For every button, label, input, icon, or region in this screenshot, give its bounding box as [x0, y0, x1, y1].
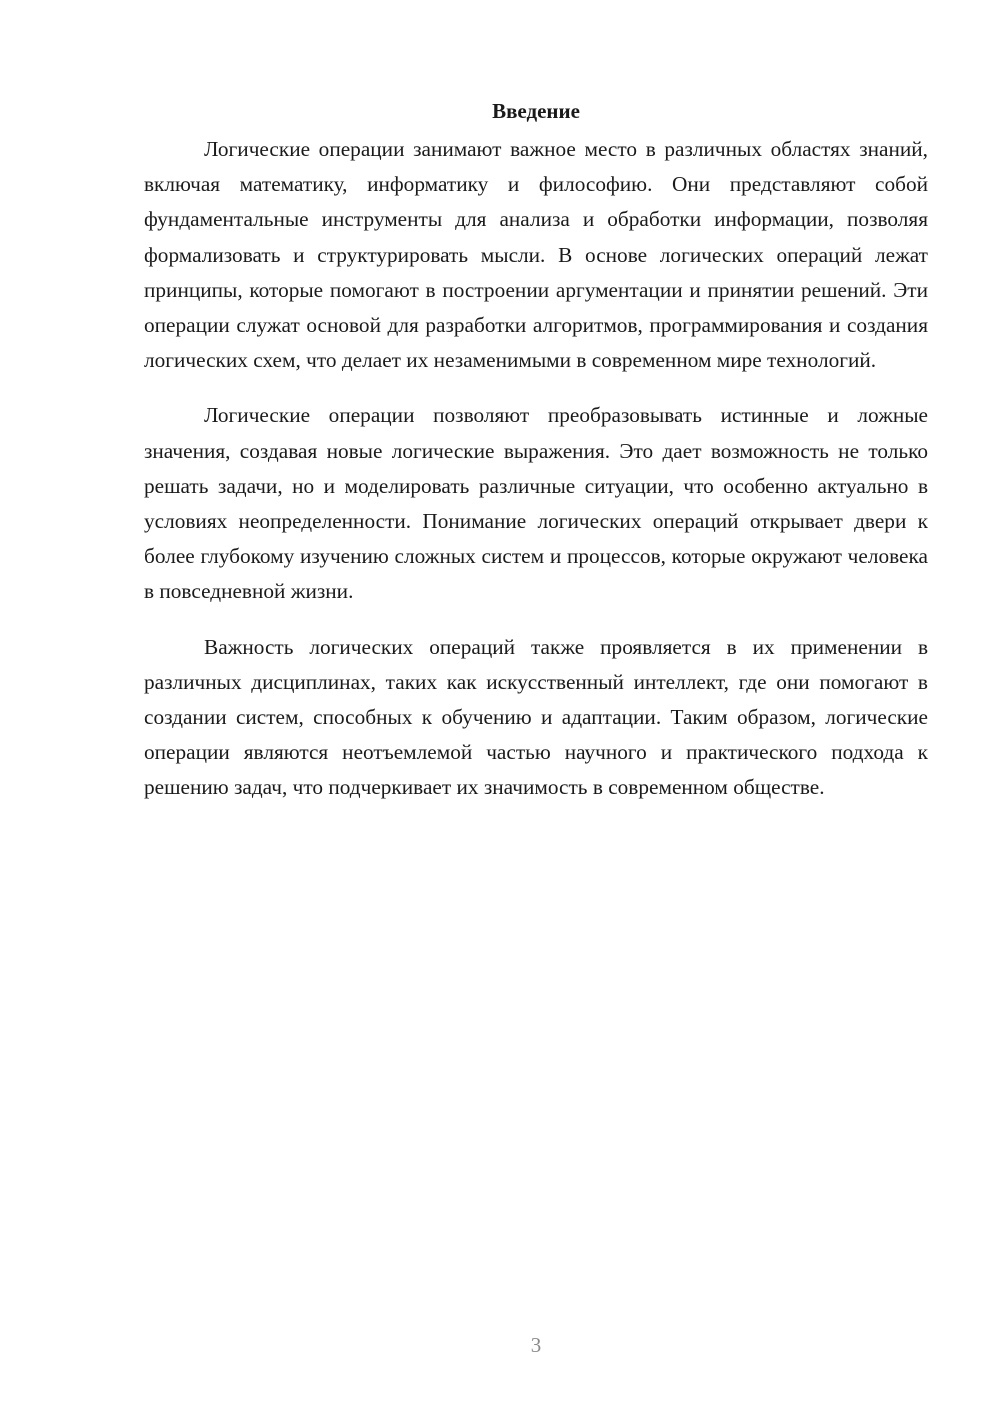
section-heading: Введение [492, 99, 580, 123]
paragraph-3: Важность логических операций также проявляется в их применении в различных дисциплинах, таких как искусственный интеллект, где они помогают в создании систем, способных к обучению и адаптации. Таким образом, логические операции являются неотъемлемой частью научного и практического подхода к решению задач, что подчеркивает их значимость в современном обществе. [144, 634, 928, 800]
paragraph-1: Логические операции занимают важное место в различных областях знаний, включая математику, информатику и философию. Они представляют собой фундаментальные инструменты для анализа и обработки информации, позволяя формализовать и структурировать мысли. В основе логических операций лежат принципы, которые помогают в построении аргументации и принятии решений. Эти операции служат основой для разработки алгоритмов, программирования и создания логических схем, что делает их незаменимыми в современном мире технологий. [144, 137, 928, 373]
paragraph-2: Логические операции позволяют преобразовывать истинные и ложные значения, создавая новые логические выражения. Это дает возможность не только решать задачи, но и моделировать различные ситуации, что особенно актуально в условиях неопределенности. Понимание логических операций открывает двери к более глубокому изучению сложных систем и процессов, которые окружают человека в повседневной жизни. [144, 403, 928, 604]
page-number: 3 [530, 1333, 542, 1357]
page-content [144, 96, 928, 826]
